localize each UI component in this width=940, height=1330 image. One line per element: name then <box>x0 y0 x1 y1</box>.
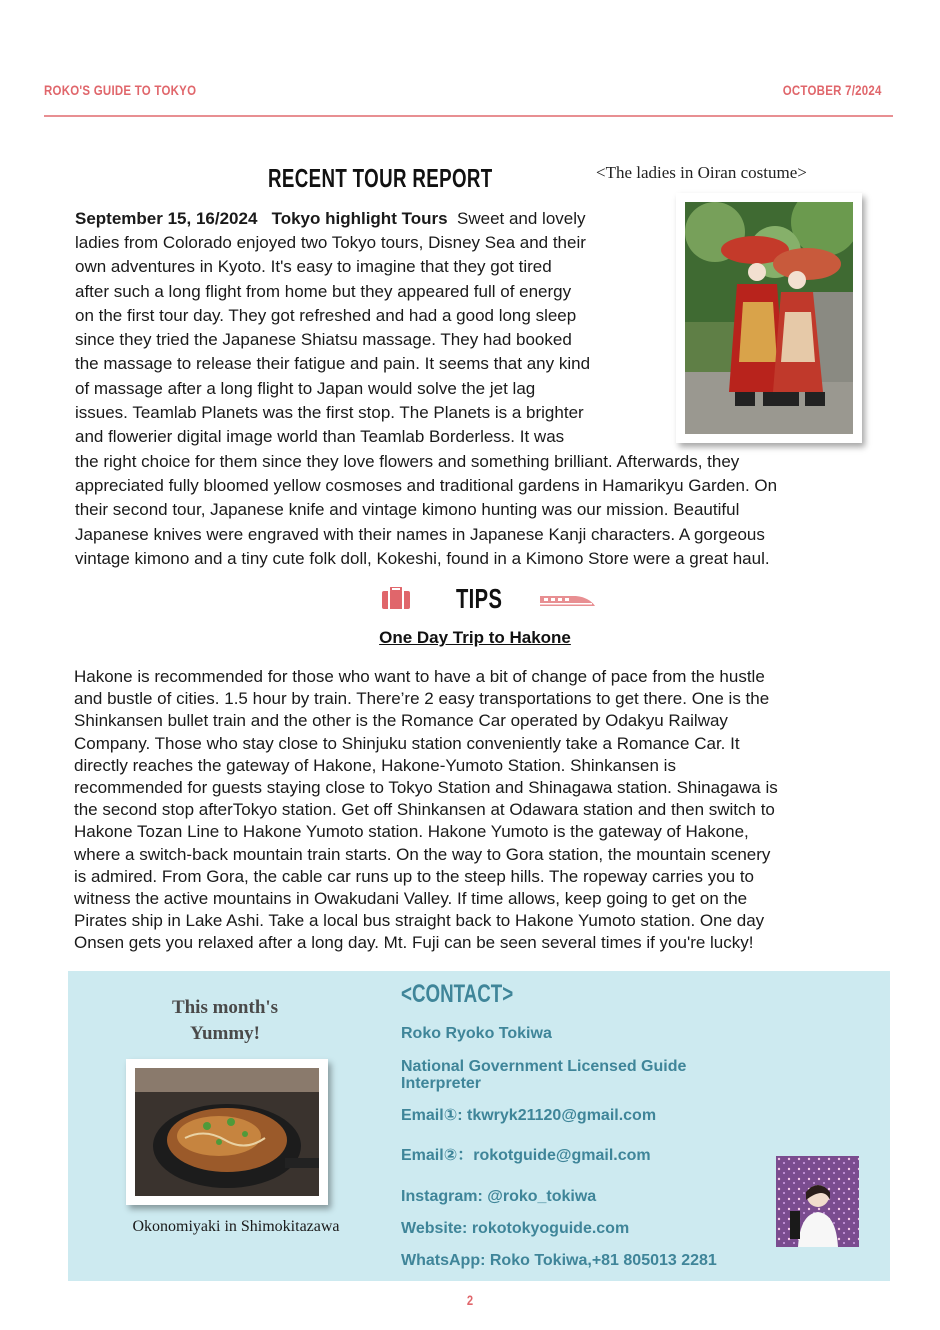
yummy-title-line2: Yummy! <box>189 1023 261 1044</box>
suitcase-icon <box>382 587 410 609</box>
tips-line: and bustle of cities. 1.5 hour by train. There’re 2 easy transportations to get there. One is the <box>74 689 770 709</box>
yummy-title-line1: This month's <box>171 997 279 1018</box>
contact-instagram[interactable]: Instagram: @roko_tokiwa <box>401 1188 597 1205</box>
report-tour-name: Tokyo highlight Tours <box>271 209 448 228</box>
report-photo-caption: <The ladies in Oiran costume> <box>596 163 807 182</box>
tips-line: Hakone Tozan Line to Hakone Yumoto station. Hakone Yumoto is the gateway of Hakone, <box>74 822 749 842</box>
yummy-title <box>150 995 300 1047</box>
report-title: RECENT TOUR REPORT <box>268 163 493 193</box>
contact-email-1[interactable]: Email①: tkwryk21120@gmail.com <box>401 1107 657 1124</box>
report-line: Sweet and lovely <box>457 209 586 228</box>
contact-license-line1: National Government Licensed Guide <box>401 1058 687 1075</box>
report-line: Japanese knives were engraved with their names in Japanese Kanji characters. A gorgeous <box>75 524 765 544</box>
guide-portrait-image <box>776 1156 859 1247</box>
report-line: and flowerier digital image world than Teamlab Borderless. It was <box>75 427 565 447</box>
report-line: of massage after a long flight to Japan would solve the jet lag <box>75 378 536 398</box>
report-line: after such a long flight from home but they appeared full of energy <box>75 281 572 301</box>
okonomiyaki-caption: Okonomiyaki in Shimokitazawa <box>132 1218 340 1235</box>
report-line: on the first tour day. They got refreshed and had a good long sleep <box>75 305 577 325</box>
report-date: September 15, 16/2024 <box>75 209 258 228</box>
report-line: issues. Teamlab Planets was the first stop. The Planets is a brighter <box>75 403 584 423</box>
tips-line: is admired. From Gora, the cable car runs up to the steep hills. The ropeway carries you to <box>74 866 754 886</box>
tips-subtitle: One Day Trip to Hakone <box>379 628 571 647</box>
tips-body <box>74 666 874 955</box>
page-number: 2 <box>466 1292 474 1308</box>
tips-line: Pirates ship in Lake Ashi. Take a local bus straight back to Hakone Yumoto station. One day <box>74 911 765 931</box>
report-line: since they tried the Japanese Shiatsu massage. They had booked <box>75 330 572 350</box>
guide-portrait <box>776 1156 859 1247</box>
contact-whatsapp[interactable]: WhatsApp: Roko Tokiwa,+81 805013 2281 <box>401 1252 717 1269</box>
report-line: appreciated fully bloomed yellow cosmoses and traditional gardens in Hamarikyu Garden. On <box>75 475 778 495</box>
okonomiyaki-image <box>135 1068 319 1196</box>
report-line: their second tour, Japanese knife and vintage kimono hunting was our mission. Beautiful <box>75 500 740 520</box>
tips-title: TIPS <box>456 583 503 614</box>
report-intro <box>75 207 675 231</box>
tips-line: Hakone is recommended for those who want to have a bit of change of pace from the hustle <box>74 667 765 686</box>
tips-line: the second stop afterTokyo station. Get off Shinkansen at Odawara station and then switch to <box>74 800 775 820</box>
report-line: the right choice for them since they love flowers and something brilliant. Afterwards, they <box>75 451 740 471</box>
contact-license-line2: Interpreter <box>401 1075 482 1092</box>
report-line: ladies from Colorado enjoyed two Tokyo tours, Disney Sea and their <box>75 233 586 252</box>
header-date: OCTOBER 7/2024 <box>783 82 882 98</box>
tips-line: directly reaches the gateway of Hakone, Hakone-Yumoto Station. Shinkansen is <box>74 755 676 775</box>
contact-name: Roko Ryoko Tokiwa <box>401 1025 552 1042</box>
tips-line: Onsen gets you relaxed after a long day. Mt. Fuji can be seen several times if you're lucky! <box>74 933 754 953</box>
tips-line: Shinkansen bullet train and the other is the Romance Car operated by Odakyu Railway <box>74 711 728 731</box>
report-line: the massage to release their fatigue and pain. It seems that any kind <box>75 354 591 374</box>
tips-line: Company. Those who stay close to Shinjuku station conveniently take a Romance Car. It <box>74 733 740 753</box>
tips-line: witness the active mountains in Owakudani Valley. If time allows, keep going to get on the <box>74 889 748 909</box>
header-divider <box>44 115 893 117</box>
okonomiyaki-photo <box>126 1059 328 1205</box>
contact-title: <CONTACT> <box>401 980 514 1008</box>
report-line: vintage kimono and a tiny cute folk doll, Kokeshi, found in a Kimono Store were a great haul. <box>75 548 770 568</box>
report-body <box>75 231 875 571</box>
contact-website[interactable]: Website: rokotokyoguide.com <box>401 1220 630 1237</box>
report-line: own adventures in Kyoto. It's easy to imagine that they got tired <box>75 257 552 277</box>
header-left-title: ROKO'S GUIDE TO TOKYO <box>44 82 197 98</box>
bullet-train-icon <box>538 592 596 608</box>
tips-line: where a switch-back mountain train starts. On the way to Gora station, the mountain scenery <box>74 844 771 864</box>
contact-email-2[interactable]: Email②：rokotguide@gmail.com <box>401 1147 651 1164</box>
tips-line: recommended for guests staying close to Tokyo Station and Shinagawa station. Shinagawa is <box>74 778 778 798</box>
